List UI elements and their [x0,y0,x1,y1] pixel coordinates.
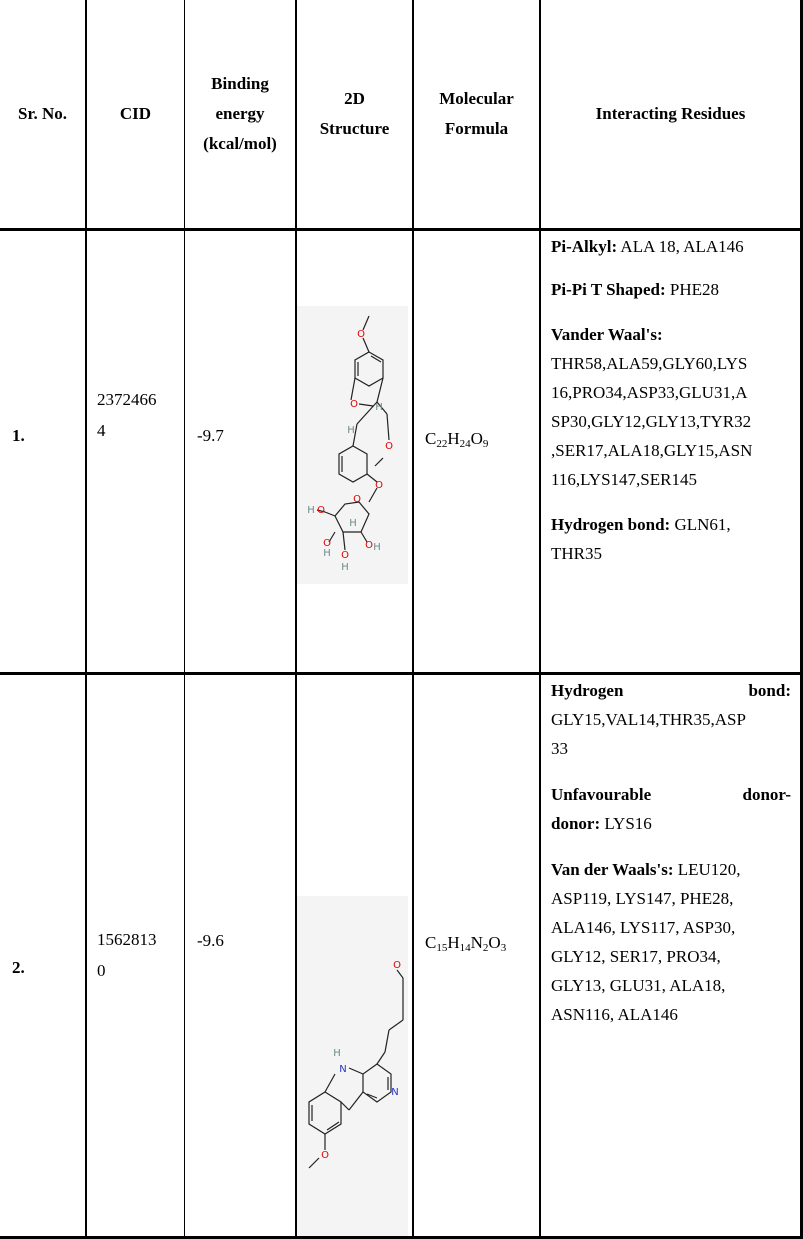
row-2-2d-structure [297,896,408,1236]
svg-text:H: H [375,402,383,413]
molecule-diagram-2 [297,896,408,1236]
svg-text:O: O [323,538,331,549]
row-1-sr-no: 1. [12,426,25,445]
svg-text:O: O [350,399,358,410]
svg-text:O: O [317,505,325,516]
row-1-2d-structure [297,306,408,584]
row-2-binding-energy: -9.6 [197,931,224,950]
svg-text:O: O [375,480,383,491]
svg-text:O: O [341,550,349,561]
header-cid: CID [119,104,152,123]
row-1-formula: $C_{22}H_{24}O_9$ [425,429,489,450]
molecule-diagram-1 [297,306,408,584]
svg-text:N: N [391,1087,399,1098]
row-2-interacting-residues: Hydrogen bond: GLY15,VAL14,THR35,ASP 33 Unfavourable donor- donor: LYS16 Van der Waals's: LEU120, ASP119, LYS147, PHE28, ALA146, LYS117, ASP30, GLY12, SER17, PRO34, GLY13, GLU31, ALA18, ASN116, ALA146 [551,681,791,1024]
svg-text:H: H [323,548,331,559]
svg-text:O: O [393,960,401,971]
row-1-cid: 2372466 4 [97,390,157,440]
svg-text:O: O [365,540,373,551]
svg-text:H: H [333,1048,341,1059]
row-2-sr-no: 2. [12,958,25,977]
svg-text:O: O [357,329,365,340]
row-1-binding-energy: -9.7 [197,426,224,445]
svg-text:H: H [307,505,315,516]
row-2-cid: 1562813 0 [97,930,157,980]
svg-text:O: O [385,441,393,452]
svg-text:O: O [353,494,361,505]
svg-text:H: H [347,425,355,436]
row-2-formula: $C_{15}H_{14}N_2O_3$ [425,933,507,954]
row-divider [0,672,803,675]
svg-text:H: H [349,518,357,529]
header-interacting-residues: Interacting Residues [595,104,746,123]
row-1-interacting-residues: Pi-Alkyl: ALA 18, ALA146 Pi-Pi T Shaped: PHE28 Vander Waal's: THR58,ALA59,GLY60,LYS 16,PRO34,ASP33,GLU31,A SP30,GLY12,GLY13,TYR32 ,SER17,ALA18,GLY15,ASN 116,LYS147,SER145 Hydrogen bond: GLN61, THR35 [551,237,753,563]
header-binding-energy: Binding energy (kcal/mol) [203,74,277,153]
header-molecular-formula: Molecular Formula [439,89,514,138]
row-divider [0,228,803,231]
svg-text:O: O [321,1150,329,1161]
svg-text:N: N [339,1064,347,1075]
header-sr-no: Sr. No. [18,104,67,123]
svg-text:H: H [341,562,349,573]
svg-text:H: H [373,542,381,553]
header-2d-structure: 2D Structure [319,89,390,138]
